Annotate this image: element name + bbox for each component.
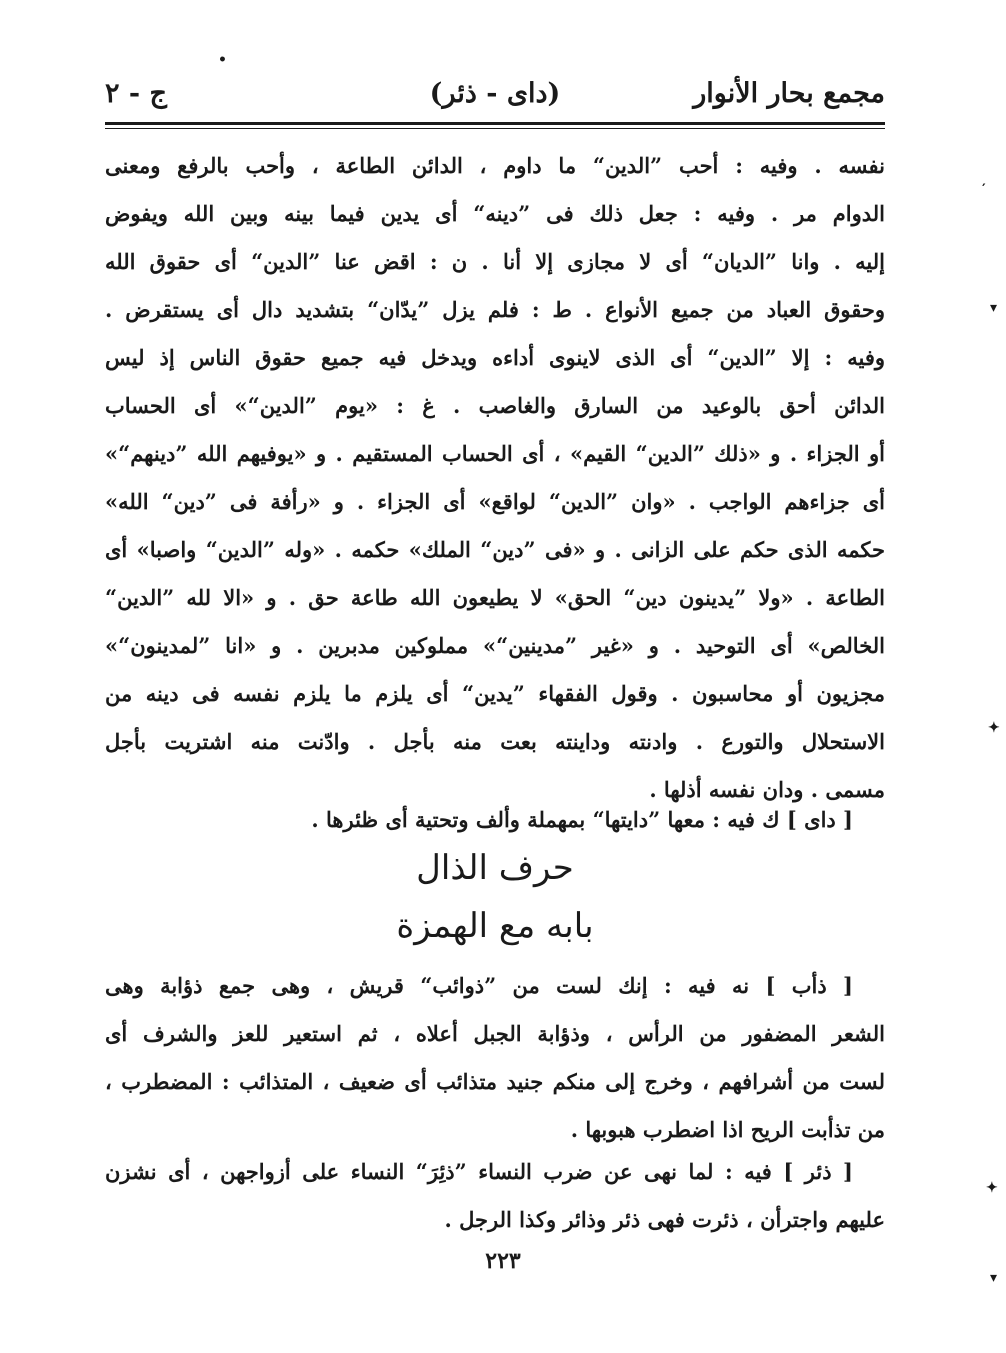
text-line: [ داى ] ك فيه : معها ”دايتها“ بمهملة وألف وتحتية أى ظئرها . [311, 807, 853, 832]
entry-dyn-continued [105, 142, 885, 814]
margin-mark: ▾ [990, 300, 998, 316]
text-line: الدائن أحق بالوعيد من السارق والغاصب . غ : «يوم ”الدين“» أى الحساب [105, 393, 885, 418]
text-line: من تذأبت الريح اذا اضطرب هبوبها . [570, 1117, 885, 1142]
page-number: ٢٢٣ [485, 1248, 521, 1274]
text-line: وحقوق العباد من جميع الأنواع . ط : فلم يزل ”يدّان“ بتشديد دال أى يستقرض . [105, 297, 885, 322]
text-line: وفيه : إلا ”الدين“ أى الذى لاينوى أداءه ويدخل فيه جميع حقوق الناس إذ ليس [105, 345, 885, 370]
section-range: (داى - ذئر) [429, 78, 561, 109]
margin-mark: ✦ [988, 720, 1000, 736]
entry-day [105, 796, 885, 844]
text-line: أو الجزاء . و «ذلك ”الدين“ القيم» ، أى الحساب المستقيم . و «يوفيهم الله ”دينهم“» [105, 441, 885, 466]
text-line: نفسه . وفيه : أحب ”الدين“ ما داوم ، الدائن الطاعة ، وأحب بالرفع ومعنى [105, 153, 885, 178]
text-line: [ ذأب ] نه فيه : إنك لست من ”ذوائب“ قريش ، وهى جمع ذؤابة وهى [105, 973, 853, 998]
text-line: مسمى . ودان نفسه أذلها . [649, 777, 885, 802]
header-rule-thick [105, 122, 885, 125]
text-line: مجزيون أو محاسبون . وقول الفقهاء ”يدين“ أى يلزم ما يلزم نفسه فى دينه من [105, 681, 885, 706]
text-line: الاستحلال والتورع . وادنته وداينته بعت منه بأجل . وادّنت منه اشتريت بأجل [105, 729, 885, 754]
section-heading: بابه مع الهمزة [396, 906, 594, 946]
chapter-heading: حرف الذال [416, 848, 574, 888]
text-line: لست من أشرافهم ، وخرج إلى منكم جنيد متذائب أى ضعيف ، المتذائب : المضطرب ، [105, 1069, 885, 1094]
volume-number: ج - ٢ [105, 78, 167, 109]
running-header [105, 70, 885, 120]
text-line: الطاعة . «ولا ”يدينون دين“ الحق» لا يطيعون الله طاعة حق . و «الا لله ”الدين“ [105, 585, 885, 610]
margin-mark: ✦ [986, 1180, 998, 1196]
text-line: إليه . وانا ”الديان“ أى لا مجازى إلا أنا . ن : اقض عنا ”الدين“ أى حقوق الله [105, 249, 885, 274]
text-line: [ ذئر ] فيه : لما نهى عن ضرب النساء ”ذئِرَ“ النساء على أزواجهن ، أى نشزن [105, 1159, 853, 1184]
margin-mark: ▾ [990, 1270, 998, 1286]
text-line: الدوام مر . وفيه : جعل ذلك فى ”دينه“ أى يدين فيما بينه وبين الله ويفوض [105, 201, 885, 226]
margin-mark: ′ [982, 182, 986, 198]
entry-dhar [105, 1148, 885, 1244]
header-rule-thin [105, 128, 885, 129]
book-title: مجمع بحار الأنوار [693, 78, 885, 109]
text-line: عليهم واجترأن ، ذئرت فهى ذئر وذائر وكذا الرجل . [444, 1207, 885, 1232]
text-line: الشعر المضفور من الرأس ، وذؤابة الجبل أعلاه ، ثم استعير للعز والشرف أى [105, 1021, 885, 1046]
margin-mark: • [218, 52, 227, 68]
entry-dhab [105, 962, 885, 1154]
text-line: حكمه الذى حكم على الزانى . و «فى ”دين“ الملك» حكمه . «وله ”الدين“ واصبا» أى [105, 537, 885, 562]
text-line: الخالص» أى التوحيد . و «غير ”مدينين“» مملوكين مدبرين . و «انا ”لمدينون“» [105, 633, 885, 658]
text-line: أى جزاءهم الواجب . «وان ”الدين“ لواقع» أى الجزاء . و «رأفة فى ”دين“ الله» [105, 489, 885, 514]
